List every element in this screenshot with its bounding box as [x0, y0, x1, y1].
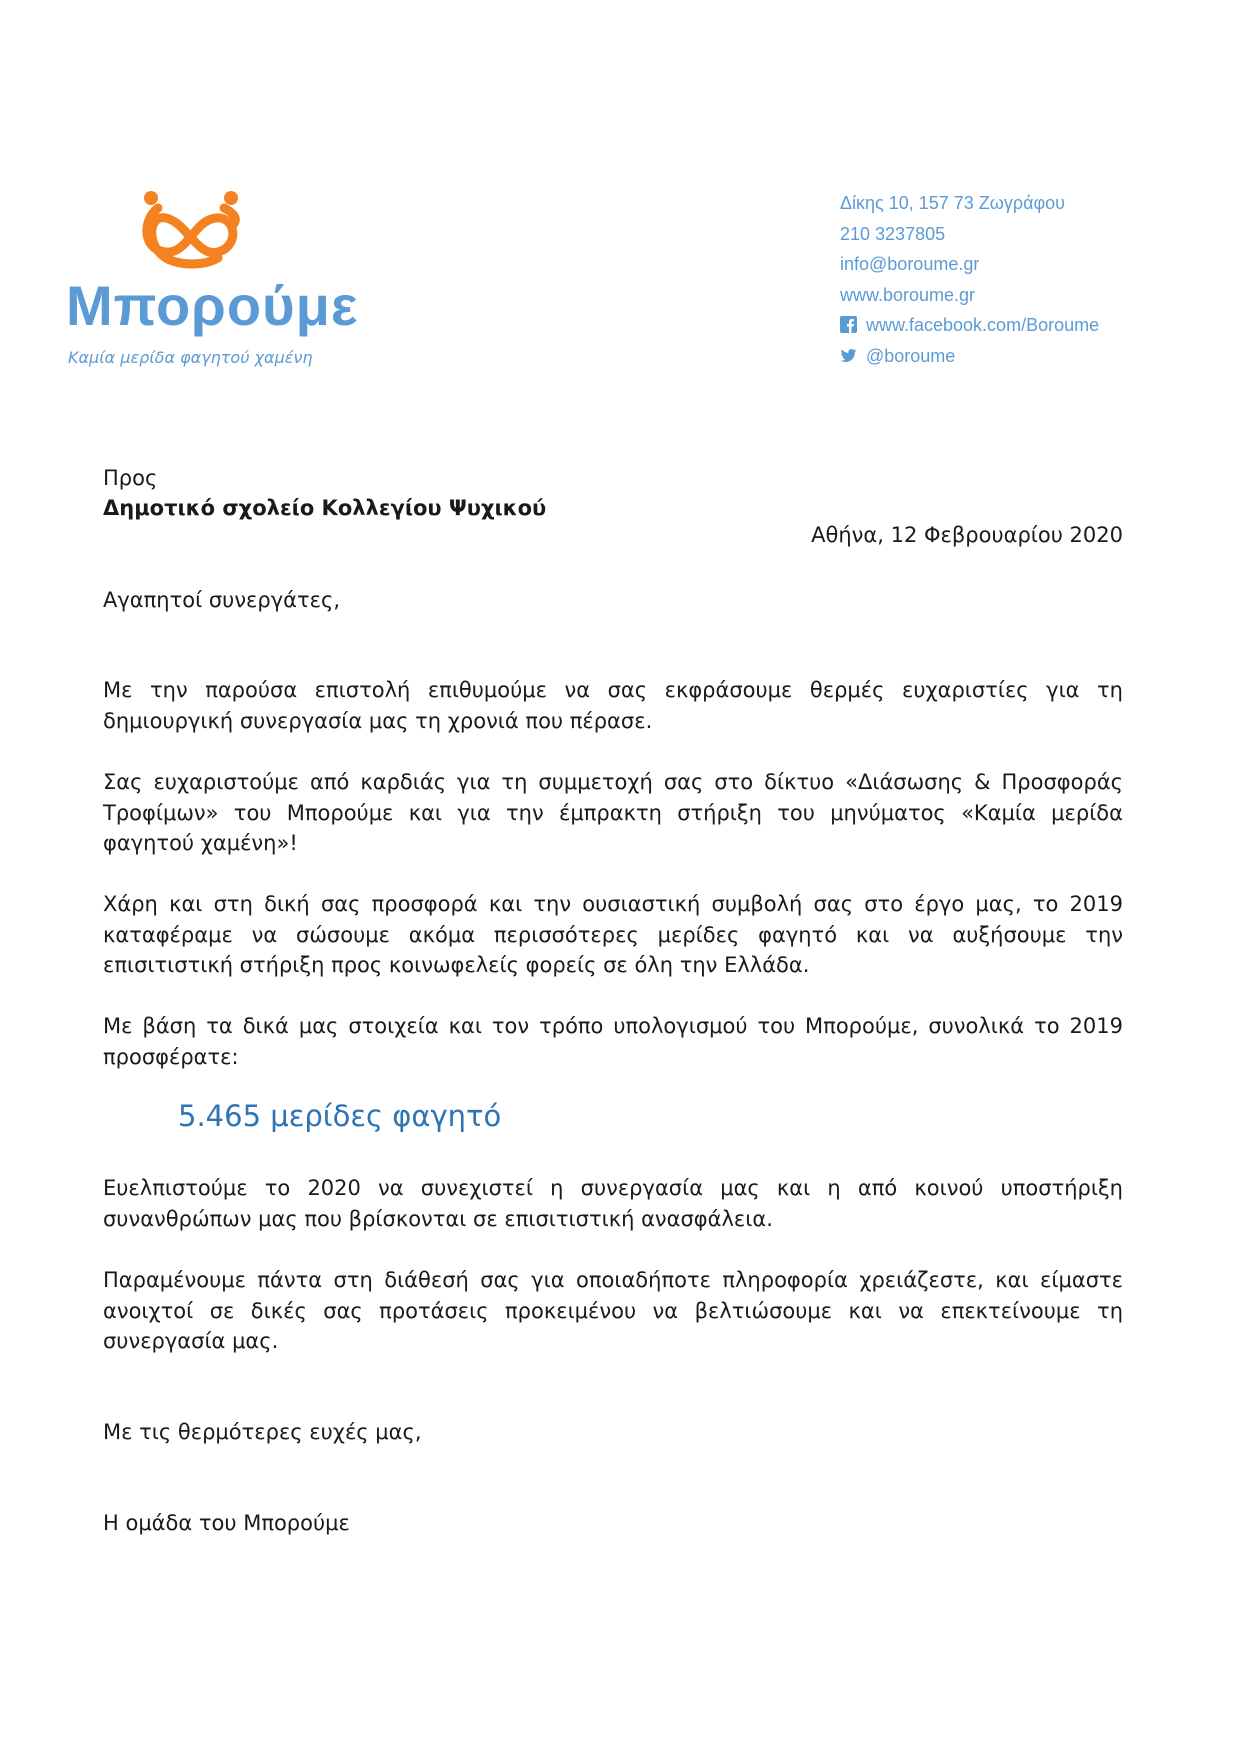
closing: Με τις θερμότερες ευχές μας,	[103, 1420, 422, 1444]
logo-tagline: Καμία μερίδα φαγητού χαμένη	[68, 348, 313, 367]
contact-twitter[interactable]	[840, 341, 1099, 372]
contact-address: Δίκης 10, 157 73 Ζωγράφου	[840, 193, 1066, 213]
contact-website[interactable]: www.boroume.gr	[840, 284, 976, 305]
paragraph-contribution: Με βάση τα δικά μας στοιχεία και τον τρόπο υπολογισμού του Μπορούμε, συνολικά το 2019 προσφέρατε:	[103, 1014, 1123, 1069]
paragraph-thanks: Με την παρούσα επιστολή επιθυμούμε να σας εκφράσουμε θερμές ευχαριστίες για τη δημιουργική συνεργασία μας τη χρονιά που πέρασε.	[103, 678, 1123, 733]
contact-phone[interactable]: 210 3237805	[840, 223, 946, 244]
contact-facebook[interactable]	[840, 310, 1099, 341]
recipient-name: Δημοτικό σχολείο Κολλεγίου Ψυχικού	[103, 496, 547, 520]
contact-facebook-label: www.facebook.com/Boroume	[866, 315, 1100, 335]
paragraph-network: Σας ευχαριστούμε από καρδιάς για τη συμμετοχή σας στο δίκτυο «Διάσωσης & Προσφοράς Τροφίμων» του Μπορούμε και για την έμπρακτη στήριξη του μηνύματος «Καμία μερίδα φαγητού χαμένη»!	[103, 770, 1123, 855]
paragraph-hope: Ευελπιστούμε το 2020 να συνεχιστεί η συνεργασία μας και η από κοινού υποστήριξη συνανθρώπων μας που βρίσκονται σε επισιτιστική ανασφάλεια.	[103, 1176, 1123, 1231]
portions-highlight: 5.465 μερίδες φαγητό	[178, 1099, 502, 1133]
contact-twitter-label: @boroume	[866, 345, 956, 366]
paragraph-availability: Παραμένουμε πάντα στη διάθεσή σας για οποιαδήποτε πληροφορία χρειάζεστε, και είμαστε ανοιχτοί σε δικές σας προτάσεις προκειμένου να βελτιώσουμε και να επεκτείνουμε τη συνεργασία μας.	[103, 1268, 1123, 1353]
facebook-icon	[840, 316, 857, 333]
contact-block	[840, 188, 1099, 371]
greeting: Αγαπητοί συνεργάτες,	[103, 588, 340, 612]
recipient-label: Προς	[103, 466, 158, 490]
contact-email[interactable]: info@boroume.gr	[840, 254, 980, 274]
letter-date: Αθήνα, 12 Φεβρουαρίου 2020	[811, 523, 1123, 547]
logo-wordmark: Μπορούμε	[66, 274, 359, 337]
paragraph-impact: Χάρη και στη δική σας προσφορά και την ουσιαστική συμβολή σας στο έργο μας, το 2019 καταφέραμε να σώσουμε ακόμα περισσότερες μερίδες φαγητό και να αυξήσουμε την επισιτιστική στήριξη προς κοινωφελείς φορείς σε όλη την Ελλάδα.	[103, 892, 1123, 977]
twitter-icon	[840, 347, 857, 364]
signature: Η ομάδα του Μπορούμε	[103, 1511, 350, 1535]
logo-mark-icon	[136, 190, 246, 275]
organization-logo	[64, 190, 359, 370]
